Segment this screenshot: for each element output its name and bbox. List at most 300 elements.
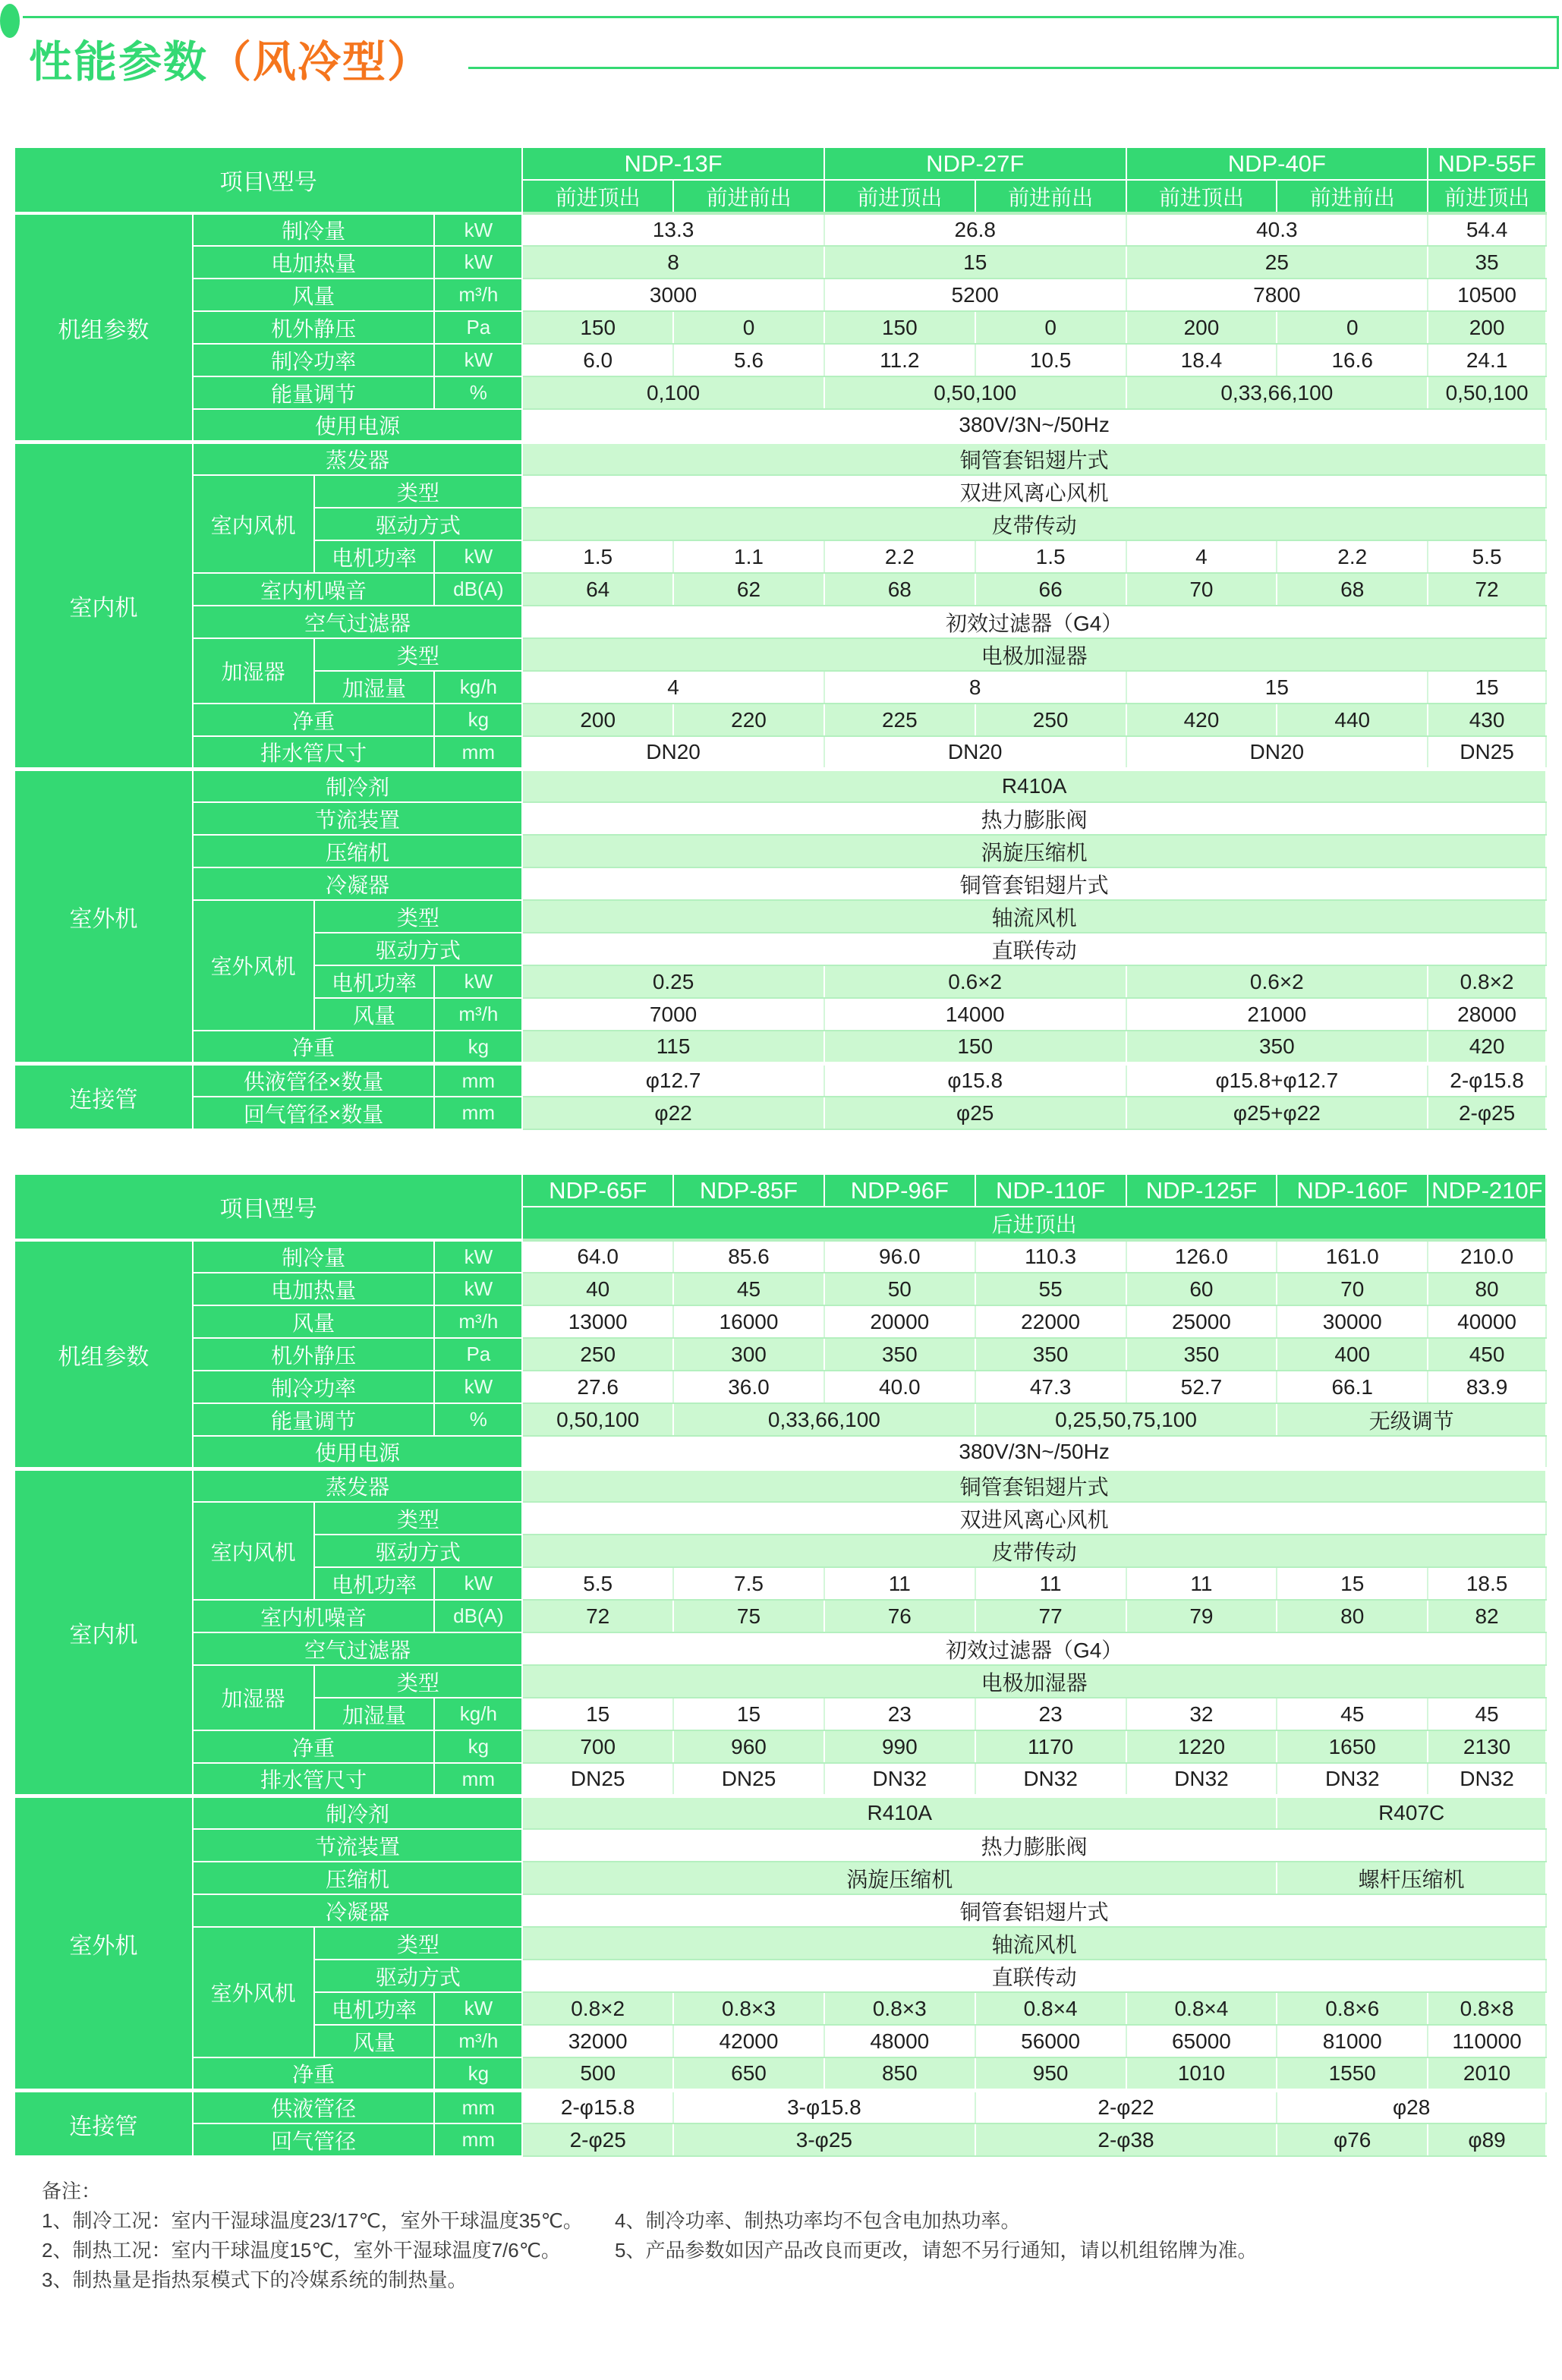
value-cell: 350 bbox=[1126, 1031, 1428, 1064]
value-cell: 225 bbox=[824, 704, 975, 736]
value-cell: 5.5 bbox=[522, 1567, 673, 1600]
unit-cell: Pa bbox=[434, 1338, 522, 1371]
footnote-line: 2、制热工况：室内干球温度15℃，室外干湿球温度7/6℃。 bbox=[42, 2239, 561, 2262]
value-cell: 54.4 bbox=[1428, 213, 1546, 246]
value-cell: 52.7 bbox=[1126, 1371, 1277, 1403]
table-row bbox=[14, 1829, 1546, 1862]
value-cell: 56000 bbox=[975, 2025, 1126, 2057]
value-cell: 双进风离心风机 bbox=[522, 475, 1546, 508]
value-cell: 18.4 bbox=[1126, 344, 1277, 376]
value-cell: 350 bbox=[824, 1338, 975, 1371]
value-cell: 2-φ15.8 bbox=[1428, 1064, 1546, 1097]
value-cell: 3-φ25 bbox=[673, 2123, 975, 2156]
value-cell: 0,50,100 bbox=[824, 376, 1126, 409]
value-cell: 70 bbox=[1126, 573, 1277, 606]
value-cell: DN32 bbox=[1126, 1763, 1277, 1796]
value-cell: 990 bbox=[824, 1730, 975, 1763]
unit-cell: kg/h bbox=[434, 671, 522, 704]
model-header-cell: NDP-125F bbox=[1126, 1174, 1277, 1207]
value-cell: 2-φ22 bbox=[975, 2091, 1277, 2124]
table-row bbox=[14, 770, 1546, 803]
row-label-cell: 风量 bbox=[193, 279, 435, 311]
unit-cell: kW bbox=[434, 213, 522, 246]
value-cell: 960 bbox=[673, 1730, 824, 1763]
row-label-cell: 室内机噪音 bbox=[193, 573, 435, 606]
group-label-cell: 室外机 bbox=[14, 770, 193, 1064]
value-cell: 250 bbox=[522, 1338, 673, 1371]
unit-cell: mm bbox=[434, 1064, 522, 1097]
value-cell: 0.8×2 bbox=[1428, 965, 1546, 998]
row-label-cell: 电机功率 bbox=[314, 1992, 435, 2025]
value-cell: 0 bbox=[1277, 311, 1428, 344]
value-cell: 0.6×2 bbox=[824, 965, 1126, 998]
value-cell: 铜管套铝翅片式 bbox=[522, 867, 1546, 900]
table-row bbox=[14, 1371, 1546, 1403]
value-cell: 66 bbox=[975, 573, 1126, 606]
value-cell: R407C bbox=[1277, 1796, 1546, 1830]
value-cell: 21000 bbox=[1126, 998, 1428, 1031]
table-row bbox=[14, 1862, 1546, 1894]
value-cell: 82 bbox=[1428, 1600, 1546, 1632]
value-cell: DN25 bbox=[673, 1763, 824, 1796]
airflow-config-header-cell: 前进前出 bbox=[673, 180, 824, 213]
value-cell: 68 bbox=[824, 573, 975, 606]
table-row bbox=[14, 835, 1546, 867]
row-label-cell: 风量 bbox=[314, 998, 435, 1031]
unit-cell: mm bbox=[434, 1097, 522, 1129]
table-row bbox=[14, 867, 1546, 900]
value-cell: 96.0 bbox=[824, 1240, 975, 1273]
value-cell: 200 bbox=[1126, 311, 1277, 344]
unit-cell: mm bbox=[434, 2091, 522, 2124]
group-label-cell: 机组参数 bbox=[14, 1240, 193, 1469]
spec-table-ndp-65f-210f bbox=[14, 1173, 1547, 2157]
table-row bbox=[14, 442, 1546, 476]
unit-cell: kW bbox=[434, 1240, 522, 1273]
airflow-config-header-cell: 后进顶出 bbox=[522, 1207, 1546, 1240]
row-label-cell: 空气过滤器 bbox=[193, 1632, 523, 1665]
row-label-cell: 冷凝器 bbox=[193, 867, 523, 900]
value-cell: 40.0 bbox=[824, 1371, 975, 1403]
row-label-cell: 加湿量 bbox=[314, 1698, 435, 1730]
table-row bbox=[14, 1502, 1546, 1535]
corner-header-cell: 项目\型号 bbox=[14, 1174, 522, 1240]
value-cell: 1.5 bbox=[522, 540, 673, 573]
unit-cell: mm bbox=[434, 1763, 522, 1796]
row-label-cell: 室内风机 bbox=[193, 475, 314, 573]
value-cell: 68 bbox=[1277, 573, 1428, 606]
value-cell: 16.6 bbox=[1277, 344, 1428, 376]
value-cell: 110.3 bbox=[975, 1240, 1126, 1273]
value-cell: 26.8 bbox=[824, 213, 1126, 246]
value-cell: 25000 bbox=[1126, 1305, 1277, 1338]
value-cell: 45 bbox=[673, 1273, 824, 1305]
value-cell: φ15.8 bbox=[824, 1064, 1126, 1097]
value-cell: 0,50,100 bbox=[1428, 376, 1546, 409]
row-label-cell: 电加热量 bbox=[193, 246, 435, 279]
row-label-cell: 净重 bbox=[193, 1730, 435, 1763]
row-label-cell: 室外风机 bbox=[193, 900, 314, 1031]
model-header-cell: NDP-160F bbox=[1277, 1174, 1428, 1207]
table-row bbox=[14, 311, 1546, 344]
value-cell: 75 bbox=[673, 1600, 824, 1632]
value-cell: 15 bbox=[1428, 671, 1546, 704]
table-row bbox=[14, 1730, 1546, 1763]
footnotes bbox=[42, 2177, 1533, 2295]
value-cell: 60 bbox=[1126, 1273, 1277, 1305]
row-label-cell: 能量调节 bbox=[193, 376, 435, 409]
value-cell: 0.8×3 bbox=[824, 1992, 975, 2025]
value-cell: DN20 bbox=[522, 736, 824, 770]
value-cell: 0,33,66,100 bbox=[1126, 376, 1428, 409]
group-label-cell: 室内机 bbox=[14, 1469, 193, 1796]
unit-cell: kg bbox=[434, 704, 522, 736]
unit-cell: kg/h bbox=[434, 1698, 522, 1730]
model-header-row bbox=[14, 1174, 1546, 1207]
value-cell: 30000 bbox=[1277, 1305, 1428, 1338]
row-label-cell: 空气过滤器 bbox=[193, 606, 523, 638]
airflow-config-header-cell: 前进顶出 bbox=[1428, 180, 1546, 213]
row-label-cell: 压缩机 bbox=[193, 835, 523, 867]
airflow-config-header-cell: 前进前出 bbox=[975, 180, 1126, 213]
unit-cell: kg bbox=[434, 1031, 522, 1064]
value-cell: 81000 bbox=[1277, 2025, 1428, 2057]
value-cell: 420 bbox=[1126, 704, 1277, 736]
value-cell: 铜管套铝翅片式 bbox=[522, 1894, 1546, 1927]
value-cell: 450 bbox=[1428, 1338, 1546, 1371]
value-cell: 无级调节 bbox=[1277, 1403, 1546, 1436]
corner-dot-ornament bbox=[0, 4, 20, 38]
table-row bbox=[14, 344, 1546, 376]
value-cell: 轴流风机 bbox=[522, 1927, 1546, 1960]
value-cell: 直联传动 bbox=[522, 1960, 1546, 1992]
value-cell: 8 bbox=[522, 246, 824, 279]
unit-cell: kW bbox=[434, 1371, 522, 1403]
value-cell: 0,50,100 bbox=[522, 1403, 673, 1436]
value-cell: 1170 bbox=[975, 1730, 1126, 1763]
row-label-cell: 电机功率 bbox=[314, 965, 435, 998]
value-cell: 2010 bbox=[1428, 2057, 1546, 2091]
unit-cell: kW bbox=[434, 1273, 522, 1305]
table-row bbox=[14, 246, 1546, 279]
model-header-cell: NDP-40F bbox=[1126, 147, 1428, 180]
value-cell: 15 bbox=[673, 1698, 824, 1730]
footnote-line: 5、产品参数如因产品改良而更改，请恕不另行通知，请以机组铭牌为准。 bbox=[615, 2239, 1258, 2262]
row-label-cell: 制冷量 bbox=[193, 1240, 435, 1273]
value-cell: 1650 bbox=[1277, 1730, 1428, 1763]
table-row bbox=[14, 573, 1546, 606]
value-cell: 66.1 bbox=[1277, 1371, 1428, 1403]
row-label-cell: 室内风机 bbox=[193, 1502, 314, 1600]
page-title-main: 性能参数 bbox=[29, 38, 208, 87]
value-cell: 35 bbox=[1428, 246, 1546, 279]
row-label-cell: 冷凝器 bbox=[193, 1894, 523, 1927]
value-cell: 电极加湿器 bbox=[522, 1665, 1546, 1698]
row-label-cell: 类型 bbox=[314, 900, 523, 933]
row-label-cell: 排水管尺寸 bbox=[193, 1763, 435, 1796]
model-header-cell: NDP-13F bbox=[522, 147, 824, 180]
value-cell: 13.3 bbox=[522, 213, 824, 246]
value-cell: DN20 bbox=[824, 736, 1126, 770]
value-cell: 1550 bbox=[1277, 2057, 1428, 2091]
value-cell: 380V/3N~/50Hz bbox=[522, 1436, 1546, 1469]
value-cell: 15 bbox=[824, 246, 1126, 279]
airflow-config-header-cell: 前进顶出 bbox=[522, 180, 673, 213]
group-label-cell: 室内机 bbox=[14, 442, 193, 770]
value-cell: 5.5 bbox=[1428, 540, 1546, 573]
unit-cell: kW bbox=[434, 1992, 522, 2025]
value-cell: 铜管套铝翅片式 bbox=[522, 1469, 1546, 1503]
value-cell: 18.5 bbox=[1428, 1567, 1546, 1600]
row-label-cell: 净重 bbox=[193, 2057, 435, 2091]
value-cell: 11.2 bbox=[824, 344, 975, 376]
row-label-cell: 类型 bbox=[314, 1665, 523, 1698]
row-label-cell: 驱动方式 bbox=[314, 1960, 523, 1992]
row-label-cell: 制冷剂 bbox=[193, 1796, 523, 1830]
value-cell: 400 bbox=[1277, 1338, 1428, 1371]
table-row bbox=[14, 1632, 1546, 1665]
value-cell: 3000 bbox=[522, 279, 824, 311]
value-cell: 热力膨胀阀 bbox=[522, 1829, 1546, 1862]
model-header-cell: NDP-65F bbox=[522, 1174, 673, 1207]
unit-cell: kW bbox=[434, 965, 522, 998]
page-title bbox=[29, 27, 432, 90]
row-label-cell: 室内机噪音 bbox=[193, 1600, 435, 1632]
airflow-config-header-cell: 前进顶出 bbox=[824, 180, 975, 213]
value-cell: 210.0 bbox=[1428, 1240, 1546, 1273]
value-cell: 45 bbox=[1428, 1698, 1546, 1730]
corner-header-cell: 项目\型号 bbox=[14, 147, 522, 213]
value-cell: 热力膨胀阀 bbox=[522, 802, 1546, 835]
value-cell: 6.0 bbox=[522, 344, 673, 376]
value-cell: 电极加湿器 bbox=[522, 638, 1546, 671]
value-cell: 10500 bbox=[1428, 279, 1546, 311]
value-cell: 23 bbox=[975, 1698, 1126, 1730]
value-cell: 42000 bbox=[673, 2025, 824, 2057]
value-cell: 45 bbox=[1277, 1698, 1428, 1730]
value-cell: R410A bbox=[522, 770, 1546, 803]
value-cell: DN32 bbox=[1277, 1763, 1428, 1796]
value-cell: 150 bbox=[824, 311, 975, 344]
model-header-cell: NDP-27F bbox=[824, 147, 1126, 180]
value-cell: 4 bbox=[522, 671, 824, 704]
value-cell: 2-φ38 bbox=[975, 2123, 1277, 2156]
value-cell: 200 bbox=[1428, 311, 1546, 344]
value-cell: 11 bbox=[975, 1567, 1126, 1600]
row-label-cell: 制冷剂 bbox=[193, 770, 523, 803]
row-label-cell: 加湿量 bbox=[314, 671, 435, 704]
table-row bbox=[14, 1469, 1546, 1503]
value-cell: 螺杆压缩机 bbox=[1277, 1862, 1546, 1894]
value-cell: 40.3 bbox=[1126, 213, 1428, 246]
value-cell: 4 bbox=[1126, 540, 1277, 573]
model-header-row bbox=[14, 147, 1546, 180]
value-cell: 72 bbox=[1428, 573, 1546, 606]
value-cell: 250 bbox=[975, 704, 1126, 736]
value-cell: 2-φ15.8 bbox=[522, 2091, 673, 2124]
value-cell: 430 bbox=[1428, 704, 1546, 736]
value-cell: 40 bbox=[522, 1273, 673, 1305]
table-row bbox=[14, 376, 1546, 409]
value-cell: 76 bbox=[824, 1600, 975, 1632]
table-row bbox=[14, 1031, 1546, 1064]
value-cell: 500 bbox=[522, 2057, 673, 2091]
table-row bbox=[14, 1403, 1546, 1436]
value-cell: 72 bbox=[522, 1600, 673, 1632]
value-cell: 79 bbox=[1126, 1600, 1277, 1632]
group-label-cell: 室外机 bbox=[14, 1796, 193, 2091]
value-cell: 0.8×4 bbox=[975, 1992, 1126, 2025]
airflow-config-header-cell: 前进顶出 bbox=[1126, 180, 1277, 213]
value-cell: φ28 bbox=[1277, 2091, 1546, 2124]
table-row bbox=[14, 2091, 1546, 2124]
value-cell: 1010 bbox=[1126, 2057, 1277, 2091]
value-cell: 48000 bbox=[824, 2025, 975, 2057]
value-cell: 32 bbox=[1126, 1698, 1277, 1730]
value-cell: 初效过滤器（G4） bbox=[522, 606, 1546, 638]
value-cell: 83.9 bbox=[1428, 1371, 1546, 1403]
unit-cell: kg bbox=[434, 2057, 522, 2091]
value-cell: 23 bbox=[824, 1698, 975, 1730]
value-cell: 涡旋压缩机 bbox=[522, 835, 1546, 867]
unit-cell: Pa bbox=[434, 311, 522, 344]
row-label-cell: 蒸发器 bbox=[193, 1469, 523, 1503]
row-label-cell: 驱动方式 bbox=[314, 933, 523, 965]
table-row bbox=[14, 1097, 1546, 1129]
table-row bbox=[14, 1763, 1546, 1796]
footnote-line: 1、制冷工况：室内干湿球温度23/17℃，室外干球温度35℃。 bbox=[42, 2209, 583, 2232]
value-cell: 2-φ25 bbox=[1428, 1097, 1546, 1129]
value-cell: 初效过滤器（G4） bbox=[522, 1632, 1546, 1665]
value-cell: 0,25,50,75,100 bbox=[975, 1403, 1277, 1436]
model-header-cell: NDP-210F bbox=[1428, 1174, 1546, 1207]
value-cell: 32000 bbox=[522, 2025, 673, 2057]
table-row bbox=[14, 736, 1546, 770]
row-label-cell: 压缩机 bbox=[193, 1862, 523, 1894]
title-underline bbox=[468, 67, 1559, 69]
value-cell: 0,33,66,100 bbox=[673, 1403, 975, 1436]
right-rule bbox=[1557, 16, 1559, 69]
table-row bbox=[14, 1338, 1546, 1371]
value-cell: 28000 bbox=[1428, 998, 1546, 1031]
spec-table-ndp-13f-55f bbox=[14, 146, 1547, 1130]
value-cell: 2.2 bbox=[824, 540, 975, 573]
row-label-cell: 蒸发器 bbox=[193, 442, 523, 476]
value-cell: 161.0 bbox=[1277, 1240, 1428, 1273]
row-label-cell: 加湿器 bbox=[193, 1665, 314, 1730]
value-cell: 0.25 bbox=[522, 965, 824, 998]
value-cell: 皮带传动 bbox=[522, 1535, 1546, 1567]
row-label-cell: 室外风机 bbox=[193, 1927, 314, 2057]
value-cell: 350 bbox=[975, 1338, 1126, 1371]
group-label-cell: 机组参数 bbox=[14, 213, 193, 442]
value-cell: 115 bbox=[522, 1031, 824, 1064]
value-cell: 7.5 bbox=[673, 1567, 824, 1600]
model-header-cell: NDP-96F bbox=[824, 1174, 975, 1207]
value-cell: DN32 bbox=[975, 1763, 1126, 1796]
table-row bbox=[14, 1600, 1546, 1632]
table-row bbox=[14, 409, 1546, 442]
table-row bbox=[14, 1240, 1546, 1273]
row-label-cell: 制冷功率 bbox=[193, 344, 435, 376]
row-label-cell: 类型 bbox=[314, 638, 523, 671]
value-cell: 7800 bbox=[1126, 279, 1428, 311]
value-cell: 11 bbox=[1126, 1567, 1277, 1600]
table-row bbox=[14, 1436, 1546, 1469]
unit-cell: m³/h bbox=[434, 279, 522, 311]
group-label-cell: 连接管 bbox=[14, 2091, 193, 2157]
value-cell: 0 bbox=[975, 311, 1126, 344]
value-cell: 220 bbox=[673, 704, 824, 736]
value-cell: DN32 bbox=[824, 1763, 975, 1796]
value-cell: 80 bbox=[1428, 1273, 1546, 1305]
model-header-cell: NDP-110F bbox=[975, 1174, 1126, 1207]
airflow-config-header-cell: 前进前出 bbox=[1277, 180, 1428, 213]
table-row bbox=[14, 2123, 1546, 2156]
table-row bbox=[14, 802, 1546, 835]
value-cell: φ22 bbox=[522, 1097, 824, 1129]
value-cell: 25 bbox=[1126, 246, 1428, 279]
value-cell: 1220 bbox=[1126, 1730, 1277, 1763]
value-cell: 轴流风机 bbox=[522, 900, 1546, 933]
table-row bbox=[14, 1064, 1546, 1097]
value-cell: 36.0 bbox=[673, 1371, 824, 1403]
content-area bbox=[14, 106, 1547, 2295]
value-cell: 1.5 bbox=[975, 540, 1126, 573]
value-cell: 85.6 bbox=[673, 1240, 824, 1273]
value-cell: φ76 bbox=[1277, 2123, 1428, 2156]
value-cell: 62 bbox=[673, 573, 824, 606]
value-cell: 50 bbox=[824, 1273, 975, 1305]
value-cell: DN20 bbox=[1126, 736, 1428, 770]
value-cell: 0.8×6 bbox=[1277, 1992, 1428, 2025]
row-label-cell: 风量 bbox=[314, 2025, 435, 2057]
value-cell: 380V/3N~/50Hz bbox=[522, 409, 1546, 442]
group-label-cell: 连接管 bbox=[14, 1064, 193, 1130]
value-cell: 15 bbox=[1277, 1567, 1428, 1600]
value-cell: 0.6×2 bbox=[1126, 965, 1428, 998]
row-label-cell: 机外静压 bbox=[193, 1338, 435, 1371]
value-cell: 700 bbox=[522, 1730, 673, 1763]
value-cell: 0.8×4 bbox=[1126, 1992, 1277, 2025]
value-cell: 7000 bbox=[522, 998, 824, 1031]
value-cell: 2130 bbox=[1428, 1730, 1546, 1763]
row-label-cell: 排水管尺寸 bbox=[193, 736, 435, 770]
row-label-cell: 风量 bbox=[193, 1305, 435, 1338]
value-cell: 950 bbox=[975, 2057, 1126, 2091]
table-row bbox=[14, 1665, 1546, 1698]
value-cell: φ25+φ22 bbox=[1126, 1097, 1428, 1129]
value-cell: 1.1 bbox=[673, 540, 824, 573]
value-cell: 64 bbox=[522, 573, 673, 606]
unit-cell: kW bbox=[434, 246, 522, 279]
row-label-cell: 节流装置 bbox=[193, 802, 523, 835]
footnote-line: 4、制冷功率、制热功率均不包含电加热功率。 bbox=[615, 2209, 1021, 2232]
value-cell: 126.0 bbox=[1126, 1240, 1277, 1273]
table-row bbox=[14, 1796, 1546, 1830]
row-label-cell: 类型 bbox=[314, 1502, 523, 1535]
value-cell: 22000 bbox=[975, 1305, 1126, 1338]
value-cell: 300 bbox=[673, 1338, 824, 1371]
value-cell: 150 bbox=[824, 1031, 1126, 1064]
value-cell: 14000 bbox=[824, 998, 1126, 1031]
value-cell: 27.6 bbox=[522, 1371, 673, 1403]
row-label-cell: 驱动方式 bbox=[314, 1535, 523, 1567]
row-label-cell: 制冷量 bbox=[193, 213, 435, 246]
value-cell: 0,100 bbox=[522, 376, 824, 409]
value-cell: 110000 bbox=[1428, 2025, 1546, 2057]
value-cell: DN25 bbox=[522, 1763, 673, 1796]
